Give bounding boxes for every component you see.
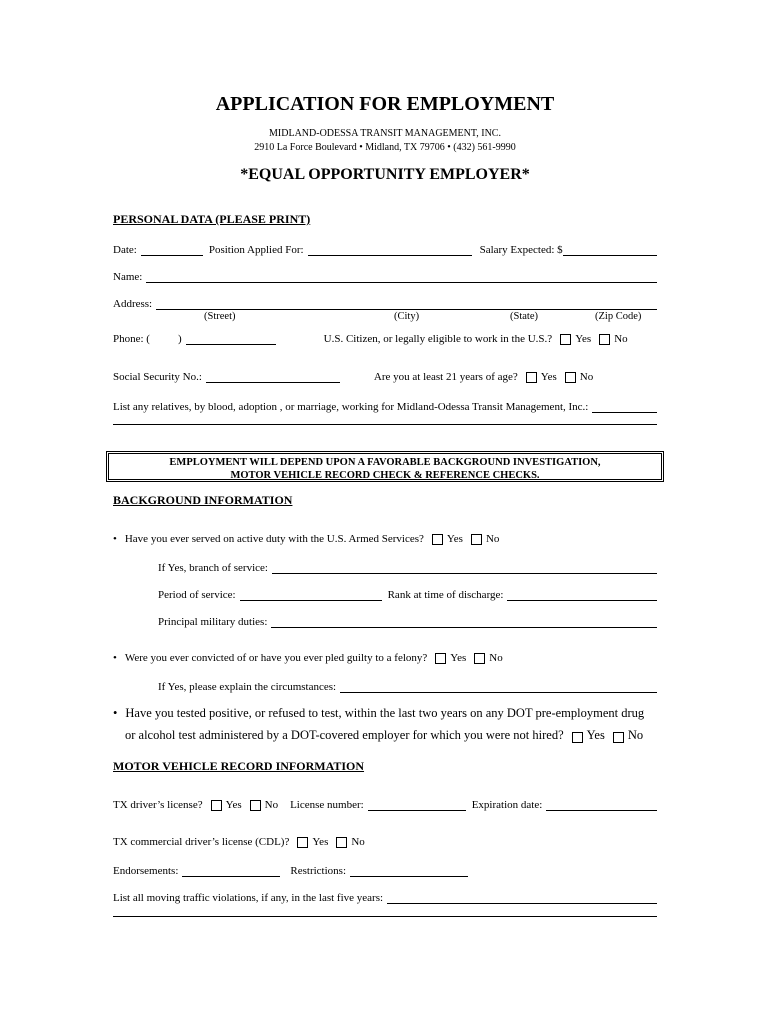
date-label: Date:: [113, 244, 137, 256]
ssn-label: Social Security No.:: [113, 371, 202, 383]
license-question: TX driver’s license?: [113, 799, 203, 811]
name-field[interactable]: [146, 270, 657, 283]
dot-yes-checkbox[interactable]: [572, 732, 583, 743]
notice-line-1: EMPLOYMENT WILL DEPEND UPON A FAVORABLE BACKGROUND INVESTIGATION,: [169, 457, 601, 468]
citizen-yes-label: Yes: [575, 333, 592, 345]
phone-citizen-row: [113, 329, 657, 345]
relatives-row: [113, 397, 657, 413]
ssn-age-row: [113, 367, 657, 383]
form-title: APPLICATION FOR EMPLOYMENT: [215, 93, 555, 115]
date-field[interactable]: [141, 243, 203, 256]
license-number-field[interactable]: [368, 798, 466, 811]
name-row: [113, 267, 657, 283]
cdl-yes-checkbox[interactable]: [297, 837, 308, 848]
branch-field[interactable]: [272, 561, 657, 574]
mvr-heading: MOTOR VEHICLE RECORD INFORMATION: [113, 759, 365, 773]
expiration-field[interactable]: [546, 798, 657, 811]
period-label: Period of service:: [158, 589, 236, 601]
armed-yes-label: Yes: [446, 533, 463, 545]
notice-line-2: MOTOR VEHICLE RECORD CHECK & REFERENCE CHECKS.: [230, 470, 540, 481]
endorsements-label: Endorsements:: [113, 865, 179, 877]
duties-field[interactable]: [271, 615, 657, 628]
armed-yes-checkbox[interactable]: [432, 534, 443, 545]
address-row: [113, 294, 657, 310]
relatives-field-2[interactable]: [113, 424, 657, 425]
cdl-no-checkbox[interactable]: [336, 837, 347, 848]
background-check-notice: [106, 451, 664, 482]
cdl-no-label: No: [351, 836, 365, 848]
explain-label: If Yes, please explain the circumstances:: [158, 681, 337, 693]
position-field[interactable]: [308, 243, 472, 256]
endorsements-field[interactable]: [182, 864, 280, 877]
dot-question-line-1: Have you tested positive, or refused to test, within the last two years on any DOT pre-employment drug: [125, 706, 645, 720]
company-address: 2910 La Force Boulevard • Midland, TX 79706 • (432) 561-9990: [254, 142, 516, 153]
bullet-icon: •: [113, 706, 118, 720]
salary-field[interactable]: [563, 243, 657, 256]
felony-row: [113, 648, 657, 664]
branch-row: [158, 558, 657, 574]
duties-row: [158, 612, 657, 628]
dot-test-row-2: [125, 727, 657, 743]
armed-no-checkbox[interactable]: [471, 534, 482, 545]
license-no-checkbox[interactable]: [250, 800, 261, 811]
explain-row: [158, 677, 657, 693]
duties-label: Principal military duties:: [158, 616, 268, 628]
background-heading: BACKGROUND INFORMATION: [113, 493, 293, 507]
license-number-label: License number:: [290, 799, 364, 811]
felony-question: Were you ever convicted of or have you ever pled guilty to a felony?: [124, 652, 428, 664]
address-label: Address:: [113, 298, 153, 310]
zip-caption: (Zip Code): [595, 311, 642, 322]
salary-label: Salary Expected: $: [479, 244, 563, 256]
state-caption: (State): [510, 311, 538, 322]
phone-field[interactable]: [186, 332, 276, 345]
age-no-label: No: [579, 371, 594, 383]
dot-question-line-2: or alcohol test administered by a DOT-covered employer for which you were not hired?: [125, 728, 564, 742]
felony-yes-checkbox[interactable]: [435, 653, 446, 664]
felony-no-checkbox[interactable]: [474, 653, 485, 664]
phone-label: Phone: (: [113, 333, 150, 345]
violations-field-2[interactable]: [113, 916, 657, 917]
armed-services-question: Have you ever served on active duty with the U.S. Armed Services?: [124, 533, 424, 545]
relatives-label: List any relatives, by blood, adoption , or marriage, working for Midland-Odessa Transit Management, Inc.:: [113, 401, 589, 413]
cdl-row: [113, 832, 657, 848]
phone-paren: ): [177, 333, 182, 345]
cdl-question: TX commercial driver’s license (CDL)?: [113, 836, 290, 848]
personal-data-heading: PERSONAL DATA (PLEASE PRINT): [113, 212, 311, 226]
citizen-no-label: No: [614, 333, 628, 345]
relatives-field[interactable]: [592, 400, 657, 413]
eoe-statement: *EQUAL OPPORTUNITY EMPLOYER*: [240, 166, 530, 183]
violations-label: List all moving traffic violations, if any, in the last five years:: [113, 892, 384, 904]
street-caption: (Street): [204, 311, 236, 322]
bullet-icon: •: [113, 652, 117, 664]
citizen-yes-checkbox[interactable]: [560, 334, 571, 345]
date-position-salary-row: [113, 240, 657, 256]
branch-label: If Yes, branch of service:: [158, 562, 268, 574]
age-no-checkbox[interactable]: [565, 372, 576, 383]
name-label: Name:: [113, 271, 143, 283]
restrictions-label: Restrictions:: [290, 865, 346, 877]
rank-label: Rank at time of discharge:: [387, 589, 504, 601]
ssn-field[interactable]: [206, 370, 340, 383]
dot-test-row-1: [113, 705, 657, 721]
period-field[interactable]: [240, 588, 382, 601]
address-field[interactable]: [156, 297, 657, 310]
cdl-yes-label: Yes: [312, 836, 329, 848]
license-row: [113, 795, 657, 811]
citizen-label: U.S. Citizen, or legally eligible to work in the U.S.?: [323, 333, 553, 345]
dot-no-label: No: [627, 728, 644, 742]
violations-row: [113, 888, 657, 904]
felony-no-label: No: [489, 652, 503, 664]
license-no-label: No: [264, 799, 279, 811]
armed-services-row: [113, 529, 657, 545]
dot-no-checkbox[interactable]: [613, 732, 624, 743]
dot-yes-label: Yes: [586, 728, 605, 742]
age-yes-checkbox[interactable]: [526, 372, 537, 383]
city-caption: (City): [394, 311, 420, 322]
explain-field[interactable]: [340, 680, 657, 693]
armed-no-label: No: [485, 533, 500, 545]
period-rank-row: [158, 585, 657, 601]
license-yes-label: Yes: [225, 799, 242, 811]
bullet-icon: •: [113, 533, 117, 545]
expiration-label: Expiration date:: [471, 799, 543, 811]
citizen-no-checkbox[interactable]: [599, 334, 610, 345]
license-yes-checkbox[interactable]: [211, 800, 222, 811]
rank-field[interactable]: [507, 588, 657, 601]
violations-field[interactable]: [387, 891, 657, 904]
age-yes-label: Yes: [540, 371, 557, 383]
age-label: Are you at least 21 years of age?: [373, 371, 518, 383]
felony-yes-label: Yes: [450, 652, 467, 664]
endorsements-row: [113, 861, 657, 877]
position-label: Position Applied For:: [208, 244, 304, 256]
company-name: MIDLAND-ODESSA TRANSIT MANAGEMENT, INC.: [269, 128, 501, 139]
restrictions-field[interactable]: [350, 864, 468, 877]
